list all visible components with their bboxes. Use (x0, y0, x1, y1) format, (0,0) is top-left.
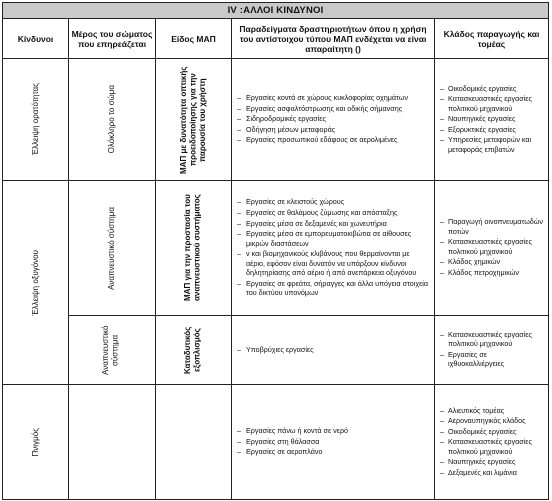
list-item: – Εργασίες σε κλειστούς χώρους (237, 197, 430, 206)
ppe-type-cell (156, 316, 232, 385)
header-ppe-type: Είδος ΜΑΠ (156, 19, 232, 59)
list-item: – Σιδηροδρομικές εργασίες (237, 114, 430, 123)
header-row (3, 19, 549, 59)
examples-list (232, 426, 434, 457)
ppe-type-cell (156, 59, 232, 181)
list-item: – Εξορυκτικές εργασίες (440, 125, 545, 134)
ppe-table-sheet (2, 2, 548, 497)
ppe-type-cell (156, 181, 232, 316)
list-item: – Εργασίες πάνω ή κοντά σε νερό (237, 426, 430, 435)
sectors-list (435, 84, 548, 155)
list-item: – Κλάδος πετροχημικών (440, 268, 545, 277)
other-hazards-table (2, 2, 549, 500)
sectors-cell (435, 181, 549, 316)
examples-cell (232, 385, 435, 500)
list-item: – Κατασκευαστικές εργασίες πολιτικού μηχανικού (440, 237, 545, 256)
list-item: – Εργασίες σε ιχθυοκαλλιέργειες (440, 350, 545, 369)
hazard-cell (3, 385, 69, 500)
list-item: – Οικοδομικές εργασίες (440, 84, 545, 93)
ppe-type-cell (156, 385, 232, 500)
list-item: – Αεροναυπηγικός κλάδος (440, 416, 545, 425)
header-body-part: Μέρος του σώματος που επηρεάζεται (69, 19, 156, 59)
sectors-list (435, 217, 548, 277)
body-part-label: Αναπνευστικό σύστημα (101, 325, 120, 375)
hazard-label: Έλλειψη οξυγόνου (30, 249, 40, 316)
body-part-cell (69, 181, 156, 316)
list-item: – Οδήγηση μέσων μεταφοράς (237, 125, 430, 134)
header-examples: Παραδείγματα δραστηριοτήτων όπου η χρήση του αντίστοιχου τύπου ΜΑΠ ενδέχεται να είναι απαραίτητη () (232, 19, 435, 59)
examples-cell (232, 181, 435, 316)
sectors-list (435, 406, 548, 478)
table-row-oxygen (3, 181, 549, 316)
list-item: – Κατασκευαστικές εργασίες πολιτικού μηχανικού (440, 330, 545, 349)
body-part-label: Ολόκληρο το σώμα (107, 85, 117, 154)
examples-list (232, 345, 434, 354)
list-item: – Εργασίες μέσα σε εμπορευματοκιβώτια σε αίθουσες μικρών διαστάσεων (237, 229, 430, 248)
list-item: – Δεξαμενές και λιμάνια (440, 468, 545, 477)
table-row-visibility (3, 59, 549, 181)
list-item: – Υπηρεσίες μεταφορών και μεταφοράς επιβατών (440, 135, 545, 154)
body-part-cell (69, 316, 156, 385)
hazard-cell (3, 181, 69, 385)
examples-cell (232, 316, 435, 385)
table-row-drowning (3, 385, 549, 500)
table-title: IV :ΑΛΛΟΙ ΚΙΝΔΥΝΟΙ (3, 3, 549, 19)
list-item: – Ναυπηγικές εργασίες (440, 114, 545, 123)
table-row-diving (3, 316, 549, 385)
header-sectors: Κλάδος παραγωγής και τομέας (435, 19, 549, 59)
hazard-label: Πνιγμός (30, 427, 40, 457)
sectors-cell (435, 59, 549, 181)
list-item: – Αλιευτικός τομέας (440, 406, 545, 415)
list-item: – Εργασίες σε αεροπλάνο (237, 447, 430, 456)
list-item: – Κλάδος χημικών (440, 257, 545, 266)
sectors-cell (435, 385, 549, 500)
list-item: – Κατασκευαστικές εργασίες πολιτικού μηχανικού (440, 437, 545, 456)
list-item: – Εργασίες σε θαλάμους ζύμωσης και απόσταξης (237, 208, 430, 217)
list-item: – Υποβρύχιες εργασίες (237, 345, 430, 354)
list-item: – Οικοδομικές εργασίες (440, 427, 545, 436)
list-item: – Εργασίες ασφαλτόστρωσης και οδικής σήμανσης (237, 104, 430, 113)
sectors-cell (435, 316, 549, 385)
body-part-cell (69, 59, 156, 181)
list-item: – Εργασίες σε φρεάτα, σήραγγες και άλλα υπόγεια στοιχεία του δικτύου υπονόμων (237, 279, 430, 298)
body-part-cell (69, 385, 156, 500)
ppe-type-label: ΜΑΠ για την προστασία του αναπνευστικού συστήματος (182, 194, 201, 302)
list-item: – Εργασίες μέσα σε δεξαμενές και χωνευτήρια (237, 219, 430, 228)
list-item: – ν και βιομηχανικούς κλιβάνους που θερμαίνονται με αέριο, εφόσον είναι δυνατόν να υπάρξουν κίνδυνοι δηλητηρίασης από αέριο ή από ανεπάρκεια οξυγόνου (237, 249, 430, 277)
sectors-list (435, 330, 548, 369)
body-part-label: Αναπνευστικό σύστημα (107, 206, 117, 290)
list-item: – Παραγωγή οινοπνευματωδών ποτών (440, 217, 545, 236)
ppe-type-label: Καταδυτικός εξοπλισμός (182, 326, 201, 374)
list-item: – Εργασίες στη θάλασσα (237, 437, 430, 446)
examples-cell (232, 59, 435, 181)
examples-list (232, 197, 434, 297)
list-item: – Ναυπηγικές εργασίες (440, 457, 545, 466)
list-item: – Εργασίες κοντά σε χώρους κυκλοφορίας οχημάτων (237, 93, 430, 102)
header-hazard: Κίνδυνοι (3, 19, 69, 59)
hazard-label: Έλλειψη ορατότητας (30, 83, 40, 156)
list-item: – Κατασκευαστικές εργασίες πολιτικού μηχανικού (440, 94, 545, 113)
ppe-type-label: ΜΑΠ με δυνατότητα οπτικής προειδοποίησης για την παρουσία του χρήστη (178, 65, 207, 174)
hazard-cell (3, 59, 69, 181)
list-item: – Εργασίες προσωπικού εδάφους σε αερολιμένες (237, 135, 430, 144)
examples-list (232, 93, 434, 145)
